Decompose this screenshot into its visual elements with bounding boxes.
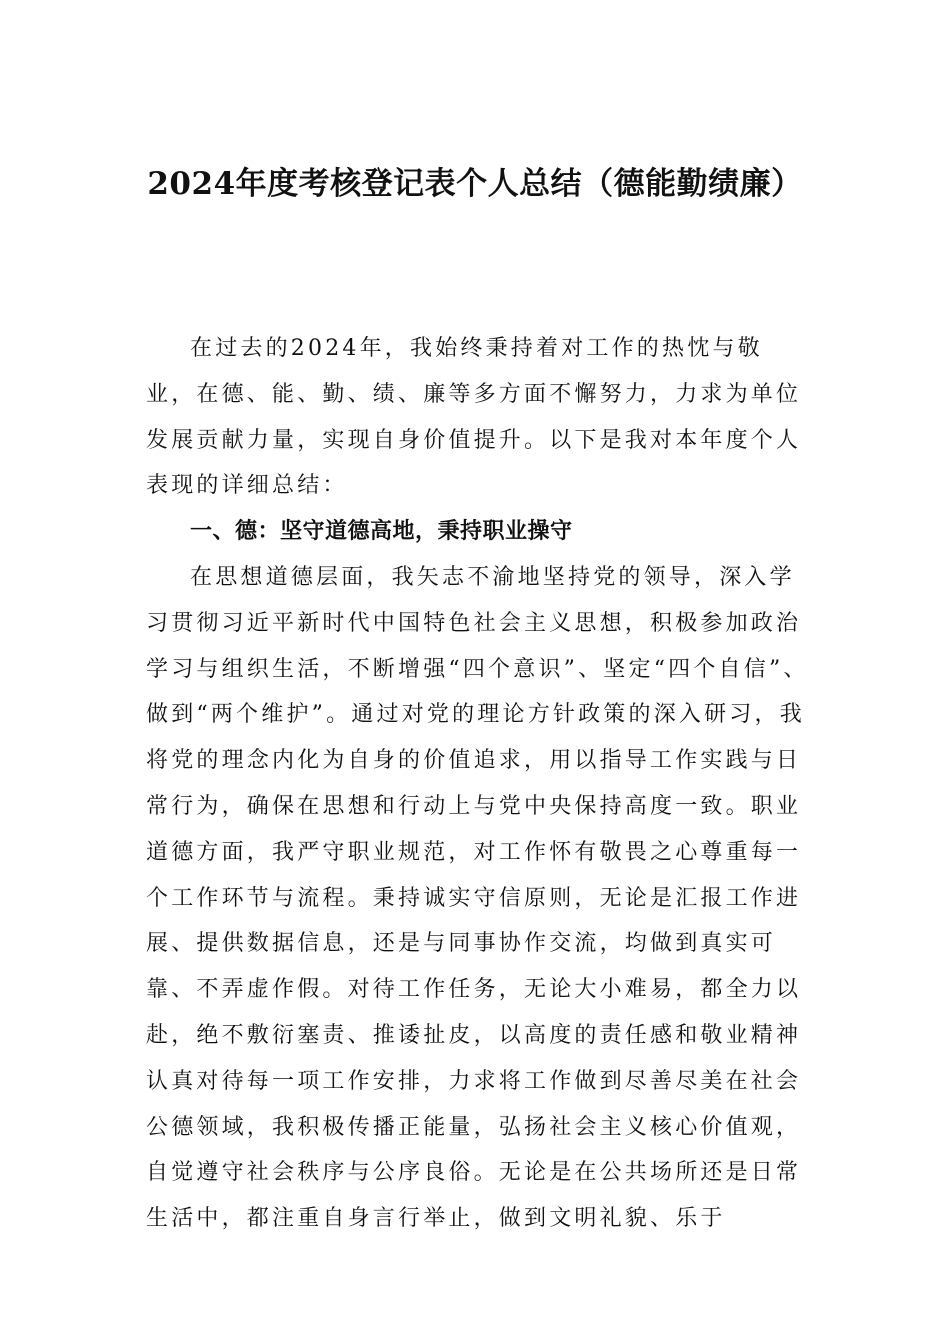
section-paragraph-de: 在思想道德层面，我矢志不渝地坚持党的领导，深入学习贯彻习近平新时代中国特色社会主义思想，积极参加政治学习与组织生活，不断增强“四个意识”、坚定“四个自信”、做到“两个维护”。通过对党的理论方针政策的深入研习，我将党的理念内化为自身的价值追求，用以指导工作实践与日常行为，确保在思想和行动上与党中央保持高度一致。职业道德方面，我严守职业规范，对工作怀有敬畏之心尊重每一个工作环节与流程。秉持诚实守信原则，无论是汇报工作进展、提供数据信息，还是与同事协作交流，均做到真实可靠、不弄虚作假。对待工作任务，无论大小难易，都全力以赴，绝不敷衍塞责、推诿扯皮，以高度的责任感和敬业精神认真对待每一项工作安排，力求将工作做到尽善尽美在社会公德领域，我积极传播正能量，弘扬社会主义核心价值观，自觉遵守社会秩序与公序良俗。无论是在公共场所还是日常生活中，都注重自身言行举止，做到文明礼貌、乐于 <box>146 564 809 1232</box>
document-body <box>146 326 810 1242</box>
intro-paragraph: 在过去的2024年，我始终秉持着对工作的热忱与敬业，在德、能、勤、绩、廉等多方面不懈努力，力求为单位发展贡献力量，实现自身价值提升。以下是我对本年度个人表现的详细总结： <box>146 336 802 499</box>
section-heading-de: 一、德：坚守道德高地，秉持职业操守 <box>190 519 573 545</box>
document-title: 2024年度考核登记表个人总结（德能勤绩廉） <box>147 166 803 202</box>
